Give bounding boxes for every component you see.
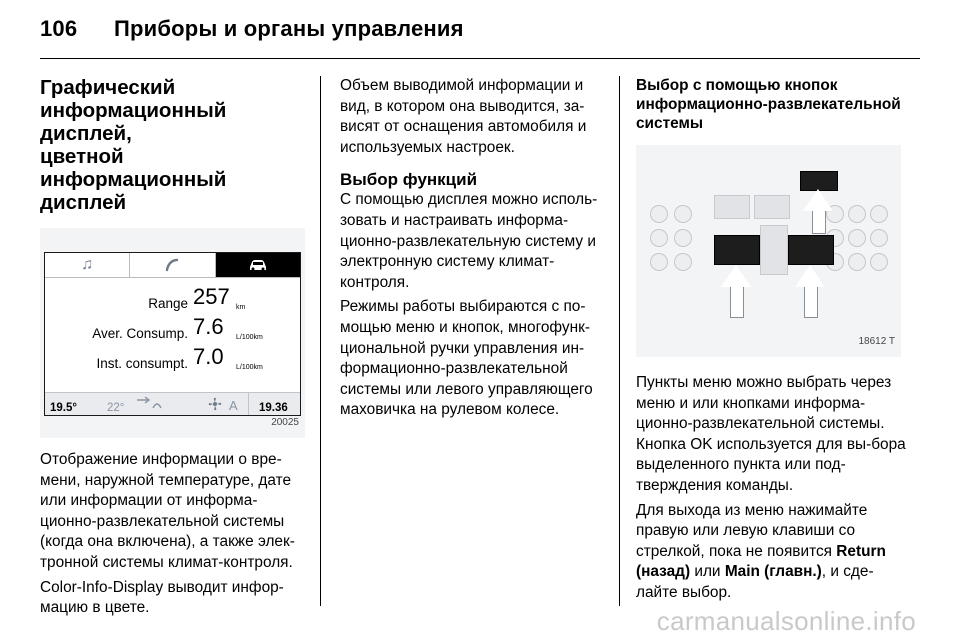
arrow-up-icon [721, 265, 751, 287]
arrow-up-icon [803, 189, 833, 211]
info-display [44, 252, 301, 416]
figure-number: 18612 T [858, 336, 895, 348]
page-header [40, 16, 464, 42]
clock-time: 19.36 [259, 402, 288, 414]
arrow-up-icon [812, 211, 826, 234]
status-divider [248, 393, 249, 415]
column-2 [340, 76, 610, 425]
arrow-up-icon [730, 287, 744, 318]
page-number: 106 [40, 16, 78, 41]
panel-button [674, 253, 692, 271]
keypad-button [848, 253, 866, 271]
return-label: Return (назад) [636, 542, 886, 581]
phone-icon [130, 253, 215, 277]
paragraph-intro: Объем выводимой информации и вид, в котором она выводится, за-висят от оснащения автомобиля и используемых настроек. [340, 77, 587, 156]
auto-mode-indicator: A [229, 398, 238, 413]
airflow-icon [135, 396, 165, 418]
outside-temperature: 19.5° [50, 402, 77, 414]
column-3 [636, 76, 908, 608]
watermark: carmanualsonline.info [656, 606, 916, 636]
panel-button [650, 229, 668, 247]
row-average-consumption: Aver. Consump. 7.6 L/100km [92, 314, 263, 341]
row-range: Range 257 km [148, 284, 246, 311]
keypad-button [848, 229, 866, 247]
page-title: Приборы и органы управления [114, 16, 464, 41]
panel-button [650, 205, 668, 223]
section-heading-function-selection: Выбор функций [340, 170, 478, 190]
panel-button [674, 229, 692, 247]
panel-key [754, 195, 790, 219]
column-1 [40, 76, 305, 623]
menu-button [800, 171, 838, 191]
arrow-up-icon [804, 287, 818, 318]
left-arrow-key [714, 235, 760, 265]
music-note-icon: ♫ [45, 253, 130, 277]
radio-panel [642, 159, 892, 327]
column-1-body: Отображение информации о вре-мени, наружной температуре, дате или информации от информа-ционно-развлекательной системы (когда она включена), а также элек-тронной системы климат-контроля. Color-Info-Display выводит инфор-мацию в цвете. [40, 451, 295, 617]
column-divider-2 [619, 76, 620, 606]
arrow-up-icon [795, 265, 825, 287]
panel-button [650, 253, 668, 271]
column-3-body: Пункты меню можно выбрать через меню и или кнопками информа-ционно-развлекательной системы. Кнопка OK используется для вы-бора выделенного пункта или под-тверждения команды. Для выхода из меню нажимайте правую или левую клавиши со стрелкой, пока не появится Return (назад) или Main (главн.), и сде-лайте выбор. [636, 373, 908, 604]
column-divider-1 [320, 76, 321, 606]
panel-key [714, 195, 750, 219]
paragraph-exit-menu: Для выхода из меню нажимайте правую или левую клавиши со стрелкой, пока не появится Return (назад) или Main (главн.), и сде-лайте выбор. [636, 501, 886, 601]
keypad-button [870, 229, 888, 247]
header-rule [40, 58, 920, 59]
keypad-button [870, 205, 888, 223]
row-instant-consumption: Inst. consumpt. 7.0 L/100km [96, 344, 263, 371]
keypad-button [870, 253, 888, 271]
figure-number: 20025 [271, 417, 299, 429]
paragraph-modes: Режимы работы выбираются с по-мощью меню и кнопок, многофунк-циональной ручки управления ин-формационно-развлекательной системы или левого управляющего маховичка на рулевом колесе. [340, 298, 593, 419]
trip-computer-rows [45, 285, 300, 375]
panel-button [674, 205, 692, 223]
display-figure [40, 228, 305, 438]
ok-knob [760, 225, 788, 275]
fan-icon [207, 396, 223, 420]
right-arrow-key [788, 235, 834, 265]
main-label: Main (главн.) [724, 563, 822, 581]
set-temperature: 22° [107, 402, 125, 414]
car-icon [216, 253, 300, 277]
keypad-button [848, 205, 866, 223]
section-heading-display: Графический информационный дисплей, цветной информационный дисплей [40, 76, 227, 214]
display-status-bar [45, 392, 300, 415]
paragraph-display-usage: С помощью дисплея можно исполь-зовать и настраивать информа-ционно-развлекательную систему и электронную систему климат-контроля. [340, 191, 598, 291]
section-heading-button-selection: Выбор с помощью кнопок информационно-развлекательной системы [636, 77, 901, 132]
display-tabs [45, 253, 300, 278]
infotainment-panel-figure [636, 145, 901, 357]
